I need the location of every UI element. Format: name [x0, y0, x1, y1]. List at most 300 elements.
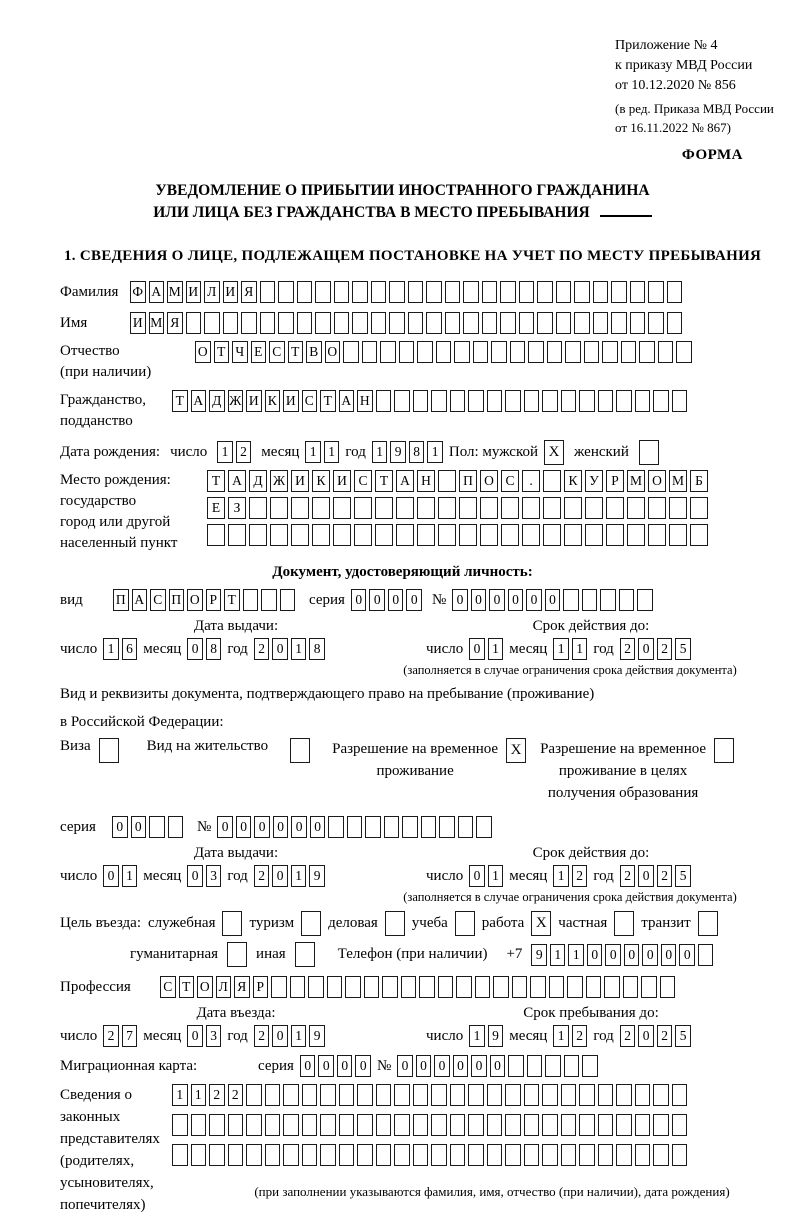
- char-cell[interactable]: 0: [187, 638, 203, 660]
- char-cell[interactable]: [584, 341, 600, 363]
- char-cell[interactable]: [676, 341, 692, 363]
- char-cell[interactable]: [530, 976, 546, 998]
- char-cell[interactable]: А: [191, 390, 207, 412]
- char-cell[interactable]: Я: [167, 312, 183, 334]
- char-cell[interactable]: 9: [488, 1025, 504, 1047]
- char-cell[interactable]: [476, 816, 492, 838]
- char-cell[interactable]: [639, 341, 655, 363]
- char-cell[interactable]: 0: [434, 1055, 450, 1077]
- char-cell[interactable]: 0: [471, 589, 487, 611]
- char-cell[interactable]: Р: [206, 589, 222, 611]
- char-cell[interactable]: [380, 341, 396, 363]
- char-cell[interactable]: [611, 281, 627, 303]
- char-cell[interactable]: [491, 341, 507, 363]
- char-cell[interactable]: [714, 738, 734, 763]
- char-cell[interactable]: [637, 589, 653, 611]
- char-cell[interactable]: 0: [217, 816, 233, 838]
- char-cell[interactable]: 0: [587, 944, 603, 966]
- char-cell[interactable]: [364, 976, 380, 998]
- char-cell[interactable]: [585, 524, 603, 546]
- char-cell[interactable]: 0: [388, 589, 404, 611]
- char-cell[interactable]: 2: [620, 638, 636, 660]
- char-cell[interactable]: 0: [397, 1055, 413, 1077]
- char-cell[interactable]: [339, 1114, 355, 1136]
- char-cell[interactable]: [438, 470, 456, 492]
- char-cell[interactable]: [616, 390, 632, 412]
- char-cell[interactable]: [394, 1084, 410, 1106]
- char-cell[interactable]: 0: [272, 638, 288, 660]
- char-cell[interactable]: 1: [291, 1025, 307, 1047]
- char-cell[interactable]: [627, 497, 645, 519]
- char-cell[interactable]: 0: [187, 1025, 203, 1047]
- char-cell[interactable]: И: [223, 281, 239, 303]
- char-cell[interactable]: [528, 341, 544, 363]
- char-cell[interactable]: 1: [572, 638, 588, 660]
- char-cell[interactable]: [186, 312, 202, 334]
- char-cell[interactable]: [445, 312, 461, 334]
- char-cell[interactable]: [99, 738, 119, 763]
- char-cell[interactable]: [593, 312, 609, 334]
- char-cell[interactable]: 0: [355, 1055, 371, 1077]
- char-cell[interactable]: 2: [657, 1025, 673, 1047]
- char-cell[interactable]: Е: [207, 497, 225, 519]
- char-cell[interactable]: М: [149, 312, 165, 334]
- char-cell[interactable]: [439, 816, 455, 838]
- char-cell[interactable]: [619, 589, 635, 611]
- char-cell[interactable]: [543, 524, 561, 546]
- char-cell[interactable]: [371, 281, 387, 303]
- char-cell[interactable]: А: [149, 281, 165, 303]
- char-cell[interactable]: [524, 390, 540, 412]
- char-cell[interactable]: [333, 524, 351, 546]
- char-cell[interactable]: [627, 524, 645, 546]
- char-cell[interactable]: [598, 1084, 614, 1106]
- char-cell[interactable]: Р: [253, 976, 269, 998]
- char-cell[interactable]: 0: [236, 816, 252, 838]
- char-cell[interactable]: Л: [216, 976, 232, 998]
- char-cell[interactable]: [260, 312, 276, 334]
- char-cell[interactable]: М: [669, 470, 687, 492]
- char-cell[interactable]: 0: [103, 865, 119, 887]
- char-cell[interactable]: [669, 524, 687, 546]
- char-cell[interactable]: [487, 390, 503, 412]
- char-cell[interactable]: [376, 1084, 392, 1106]
- char-cell[interactable]: [283, 1114, 299, 1136]
- char-cell[interactable]: [396, 524, 414, 546]
- char-cell[interactable]: [648, 524, 666, 546]
- char-cell[interactable]: Л: [204, 281, 220, 303]
- char-cell[interactable]: [246, 1114, 262, 1136]
- char-cell[interactable]: 0: [272, 865, 288, 887]
- char-cell[interactable]: [270, 497, 288, 519]
- char-cell[interactable]: О: [187, 589, 203, 611]
- char-cell[interactable]: [505, 1084, 521, 1106]
- char-cell[interactable]: А: [228, 470, 246, 492]
- char-cell[interactable]: [450, 390, 466, 412]
- char-cell[interactable]: 1: [172, 1084, 188, 1106]
- char-cell[interactable]: [417, 341, 433, 363]
- char-cell[interactable]: Д: [209, 390, 225, 412]
- char-cell[interactable]: [630, 312, 646, 334]
- char-cell[interactable]: [475, 976, 491, 998]
- char-cell[interactable]: 2: [254, 865, 270, 887]
- char-cell[interactable]: [519, 312, 535, 334]
- char-cell[interactable]: [690, 497, 708, 519]
- char-cell[interactable]: [283, 1084, 299, 1106]
- char-cell[interactable]: [371, 312, 387, 334]
- char-cell[interactable]: [312, 524, 330, 546]
- char-cell[interactable]: [222, 911, 242, 936]
- char-cell[interactable]: 0: [406, 589, 422, 611]
- char-cell[interactable]: [312, 497, 330, 519]
- char-cell[interactable]: Ж: [270, 470, 288, 492]
- char-cell[interactable]: [382, 976, 398, 998]
- char-cell[interactable]: [468, 1114, 484, 1136]
- char-cell[interactable]: 2: [657, 865, 673, 887]
- char-cell[interactable]: [585, 497, 603, 519]
- char-cell[interactable]: 0: [273, 816, 289, 838]
- char-cell[interactable]: [297, 281, 313, 303]
- char-cell[interactable]: [265, 1084, 281, 1106]
- char-cell[interactable]: [501, 497, 519, 519]
- char-cell[interactable]: Н: [417, 470, 435, 492]
- char-cell[interactable]: И: [186, 281, 202, 303]
- char-cell[interactable]: [598, 390, 614, 412]
- char-cell[interactable]: 5: [675, 865, 691, 887]
- char-cell[interactable]: [522, 497, 540, 519]
- char-cell[interactable]: [459, 524, 477, 546]
- char-cell[interactable]: [582, 1055, 598, 1077]
- char-cell[interactable]: 1: [553, 865, 569, 887]
- char-cell[interactable]: [357, 1084, 373, 1106]
- char-cell[interactable]: [604, 976, 620, 998]
- char-cell[interactable]: [408, 281, 424, 303]
- char-cell[interactable]: [270, 524, 288, 546]
- char-cell[interactable]: [616, 1114, 632, 1136]
- char-cell[interactable]: [542, 1084, 558, 1106]
- char-cell[interactable]: К: [564, 470, 582, 492]
- char-cell[interactable]: [519, 281, 535, 303]
- char-cell[interactable]: [667, 312, 683, 334]
- char-cell[interactable]: [396, 497, 414, 519]
- char-cell[interactable]: М: [167, 281, 183, 303]
- char-cell[interactable]: [524, 1114, 540, 1136]
- char-cell[interactable]: 1: [291, 865, 307, 887]
- char-cell[interactable]: С: [160, 976, 176, 998]
- char-cell[interactable]: 1: [122, 865, 138, 887]
- char-cell[interactable]: А: [132, 589, 148, 611]
- char-cell[interactable]: [653, 390, 669, 412]
- char-cell[interactable]: 0: [453, 1055, 469, 1077]
- char-cell[interactable]: 0: [526, 589, 542, 611]
- char-cell[interactable]: [413, 1084, 429, 1106]
- char-cell[interactable]: [564, 497, 582, 519]
- char-cell[interactable]: X: [531, 911, 551, 936]
- char-cell[interactable]: [543, 497, 561, 519]
- char-cell[interactable]: [436, 341, 452, 363]
- char-cell[interactable]: [505, 390, 521, 412]
- char-cell[interactable]: М: [627, 470, 645, 492]
- char-cell[interactable]: [426, 312, 442, 334]
- char-cell[interactable]: [375, 524, 393, 546]
- char-cell[interactable]: 2: [657, 638, 673, 660]
- char-cell[interactable]: [389, 281, 405, 303]
- char-cell[interactable]: И: [283, 390, 299, 412]
- char-cell[interactable]: 2: [572, 1025, 588, 1047]
- char-cell[interactable]: Р: [606, 470, 624, 492]
- char-cell[interactable]: 9: [309, 1025, 325, 1047]
- char-cell[interactable]: [426, 281, 442, 303]
- char-cell[interactable]: 2: [620, 865, 636, 887]
- char-cell[interactable]: [639, 440, 659, 465]
- char-cell[interactable]: [297, 312, 313, 334]
- char-cell[interactable]: [556, 281, 572, 303]
- char-cell[interactable]: [375, 497, 393, 519]
- char-cell[interactable]: [579, 390, 595, 412]
- char-cell[interactable]: [648, 281, 664, 303]
- char-cell[interactable]: .: [522, 470, 540, 492]
- char-cell[interactable]: [357, 1114, 373, 1136]
- char-cell[interactable]: [660, 976, 676, 998]
- char-cell[interactable]: В: [306, 341, 322, 363]
- char-cell[interactable]: [209, 1114, 225, 1136]
- char-cell[interactable]: 5: [675, 1025, 691, 1047]
- char-cell[interactable]: [537, 281, 553, 303]
- char-cell[interactable]: [249, 497, 267, 519]
- char-cell[interactable]: 8: [409, 441, 425, 463]
- char-cell[interactable]: 1: [488, 865, 504, 887]
- char-cell[interactable]: [545, 1055, 561, 1077]
- char-cell[interactable]: [241, 312, 257, 334]
- char-cell[interactable]: [593, 281, 609, 303]
- char-cell[interactable]: [630, 281, 646, 303]
- char-cell[interactable]: [168, 816, 184, 838]
- char-cell[interactable]: [438, 497, 456, 519]
- char-cell[interactable]: 0: [300, 1055, 316, 1077]
- char-cell[interactable]: [635, 1084, 651, 1106]
- char-cell[interactable]: 8: [206, 638, 222, 660]
- char-cell[interactable]: [280, 589, 296, 611]
- char-cell[interactable]: [354, 524, 372, 546]
- char-cell[interactable]: И: [130, 312, 146, 334]
- char-cell[interactable]: 1: [553, 1025, 569, 1047]
- char-cell[interactable]: [600, 589, 616, 611]
- char-cell[interactable]: [431, 390, 447, 412]
- char-cell[interactable]: 1: [550, 944, 566, 966]
- char-cell[interactable]: 0: [679, 944, 695, 966]
- char-cell[interactable]: [500, 281, 516, 303]
- char-cell[interactable]: [450, 1084, 466, 1106]
- char-cell[interactable]: [278, 312, 294, 334]
- char-cell[interactable]: [302, 1114, 318, 1136]
- char-cell[interactable]: 2: [103, 1025, 119, 1047]
- char-cell[interactable]: 5: [675, 638, 691, 660]
- char-cell[interactable]: [431, 1084, 447, 1106]
- char-cell[interactable]: 2: [228, 1084, 244, 1106]
- char-cell[interactable]: 0: [254, 816, 270, 838]
- char-cell[interactable]: 0: [489, 589, 505, 611]
- char-cell[interactable]: 3: [206, 1025, 222, 1047]
- char-cell[interactable]: [556, 312, 572, 334]
- char-cell[interactable]: [653, 1114, 669, 1136]
- char-cell[interactable]: Ч: [232, 341, 248, 363]
- char-cell[interactable]: [394, 390, 410, 412]
- char-cell[interactable]: [260, 281, 276, 303]
- char-cell[interactable]: [487, 1084, 503, 1106]
- char-cell[interactable]: [191, 1114, 207, 1136]
- char-cell[interactable]: [527, 1055, 543, 1077]
- char-cell[interactable]: [327, 976, 343, 998]
- char-cell[interactable]: [463, 312, 479, 334]
- char-cell[interactable]: У: [585, 470, 603, 492]
- char-cell[interactable]: [616, 1084, 632, 1106]
- char-cell[interactable]: 2: [254, 1025, 270, 1047]
- char-cell[interactable]: 1: [553, 638, 569, 660]
- char-cell[interactable]: 9: [390, 441, 406, 463]
- char-cell[interactable]: 1: [217, 441, 233, 463]
- char-cell[interactable]: П: [459, 470, 477, 492]
- char-cell[interactable]: [291, 524, 309, 546]
- char-cell[interactable]: [301, 911, 321, 936]
- char-cell[interactable]: 1: [488, 638, 504, 660]
- char-cell[interactable]: [413, 390, 429, 412]
- char-cell[interactable]: [408, 312, 424, 334]
- char-cell[interactable]: [653, 1084, 669, 1106]
- char-cell[interactable]: [402, 816, 418, 838]
- char-cell[interactable]: 9: [531, 944, 547, 966]
- char-cell[interactable]: [459, 497, 477, 519]
- char-cell[interactable]: [458, 816, 474, 838]
- char-cell[interactable]: 0: [624, 944, 640, 966]
- char-cell[interactable]: 0: [469, 638, 485, 660]
- char-cell[interactable]: [431, 1114, 447, 1136]
- char-cell[interactable]: [227, 942, 247, 967]
- char-cell[interactable]: [635, 1114, 651, 1136]
- char-cell[interactable]: [698, 944, 714, 966]
- char-cell[interactable]: [565, 341, 581, 363]
- char-cell[interactable]: [564, 1055, 580, 1077]
- char-cell[interactable]: [508, 1055, 524, 1077]
- char-cell[interactable]: П: [169, 589, 185, 611]
- char-cell[interactable]: С: [302, 390, 318, 412]
- char-cell[interactable]: [291, 497, 309, 519]
- char-cell[interactable]: [482, 281, 498, 303]
- char-cell[interactable]: [561, 390, 577, 412]
- char-cell[interactable]: 0: [545, 589, 561, 611]
- char-cell[interactable]: К: [312, 470, 330, 492]
- char-cell[interactable]: 0: [351, 589, 367, 611]
- char-cell[interactable]: 0: [471, 1055, 487, 1077]
- char-cell[interactable]: [493, 976, 509, 998]
- char-cell[interactable]: 0: [469, 865, 485, 887]
- char-cell[interactable]: [463, 281, 479, 303]
- char-cell[interactable]: 8: [309, 638, 325, 660]
- char-cell[interactable]: [345, 976, 361, 998]
- char-cell[interactable]: 1: [372, 441, 388, 463]
- char-cell[interactable]: [579, 1084, 595, 1106]
- char-cell[interactable]: [522, 524, 540, 546]
- char-cell[interactable]: 0: [508, 589, 524, 611]
- char-cell[interactable]: 3: [206, 865, 222, 887]
- char-cell[interactable]: 0: [291, 816, 307, 838]
- char-cell[interactable]: [574, 312, 590, 334]
- char-cell[interactable]: [480, 524, 498, 546]
- char-cell[interactable]: Д: [249, 470, 267, 492]
- char-cell[interactable]: С: [269, 341, 285, 363]
- char-cell[interactable]: [207, 524, 225, 546]
- char-cell[interactable]: С: [501, 470, 519, 492]
- char-cell[interactable]: [606, 497, 624, 519]
- char-cell[interactable]: [249, 524, 267, 546]
- char-cell[interactable]: [385, 911, 405, 936]
- char-cell[interactable]: [347, 816, 363, 838]
- char-cell[interactable]: 1: [469, 1025, 485, 1047]
- char-cell[interactable]: [614, 911, 634, 936]
- char-cell[interactable]: 0: [605, 944, 621, 966]
- char-cell[interactable]: [567, 976, 583, 998]
- char-cell[interactable]: [524, 1084, 540, 1106]
- char-cell[interactable]: 0: [131, 816, 147, 838]
- char-cell[interactable]: [672, 390, 688, 412]
- char-cell[interactable]: [658, 341, 674, 363]
- char-cell[interactable]: [542, 1114, 558, 1136]
- char-cell[interactable]: Т: [207, 470, 225, 492]
- char-cell[interactable]: [343, 341, 359, 363]
- char-cell[interactable]: О: [480, 470, 498, 492]
- char-cell[interactable]: [246, 1084, 262, 1106]
- char-cell[interactable]: [549, 976, 565, 998]
- char-cell[interactable]: [290, 976, 306, 998]
- char-cell[interactable]: И: [246, 390, 262, 412]
- char-cell[interactable]: 0: [490, 1055, 506, 1077]
- char-cell[interactable]: 1: [427, 441, 443, 463]
- char-cell[interactable]: [648, 497, 666, 519]
- char-cell[interactable]: [394, 1114, 410, 1136]
- char-cell[interactable]: [542, 390, 558, 412]
- char-cell[interactable]: [672, 1084, 688, 1106]
- char-cell[interactable]: [295, 942, 315, 967]
- char-cell[interactable]: [261, 589, 277, 611]
- char-cell[interactable]: Я: [234, 976, 250, 998]
- char-cell[interactable]: [564, 524, 582, 546]
- char-cell[interactable]: Ф: [130, 281, 146, 303]
- char-cell[interactable]: [672, 1114, 688, 1136]
- char-cell[interactable]: 0: [112, 816, 128, 838]
- char-cell[interactable]: [228, 1114, 244, 1136]
- char-cell[interactable]: [473, 341, 489, 363]
- char-cell[interactable]: Б: [690, 470, 708, 492]
- char-cell[interactable]: [365, 816, 381, 838]
- char-cell[interactable]: К: [265, 390, 281, 412]
- char-cell[interactable]: [602, 341, 618, 363]
- char-cell[interactable]: О: [648, 470, 666, 492]
- char-cell[interactable]: [438, 976, 454, 998]
- char-cell[interactable]: Т: [375, 470, 393, 492]
- char-cell[interactable]: 1: [103, 638, 119, 660]
- char-cell[interactable]: [547, 341, 563, 363]
- char-cell[interactable]: 0: [638, 865, 654, 887]
- char-cell[interactable]: Т: [214, 341, 230, 363]
- char-cell[interactable]: [389, 312, 405, 334]
- char-cell[interactable]: 0: [187, 865, 203, 887]
- char-cell[interactable]: [271, 976, 287, 998]
- char-cell[interactable]: [606, 524, 624, 546]
- char-cell[interactable]: [302, 1084, 318, 1106]
- char-cell[interactable]: [487, 1114, 503, 1136]
- char-cell[interactable]: И: [333, 470, 351, 492]
- char-cell[interactable]: [561, 1114, 577, 1136]
- char-cell[interactable]: [384, 816, 400, 838]
